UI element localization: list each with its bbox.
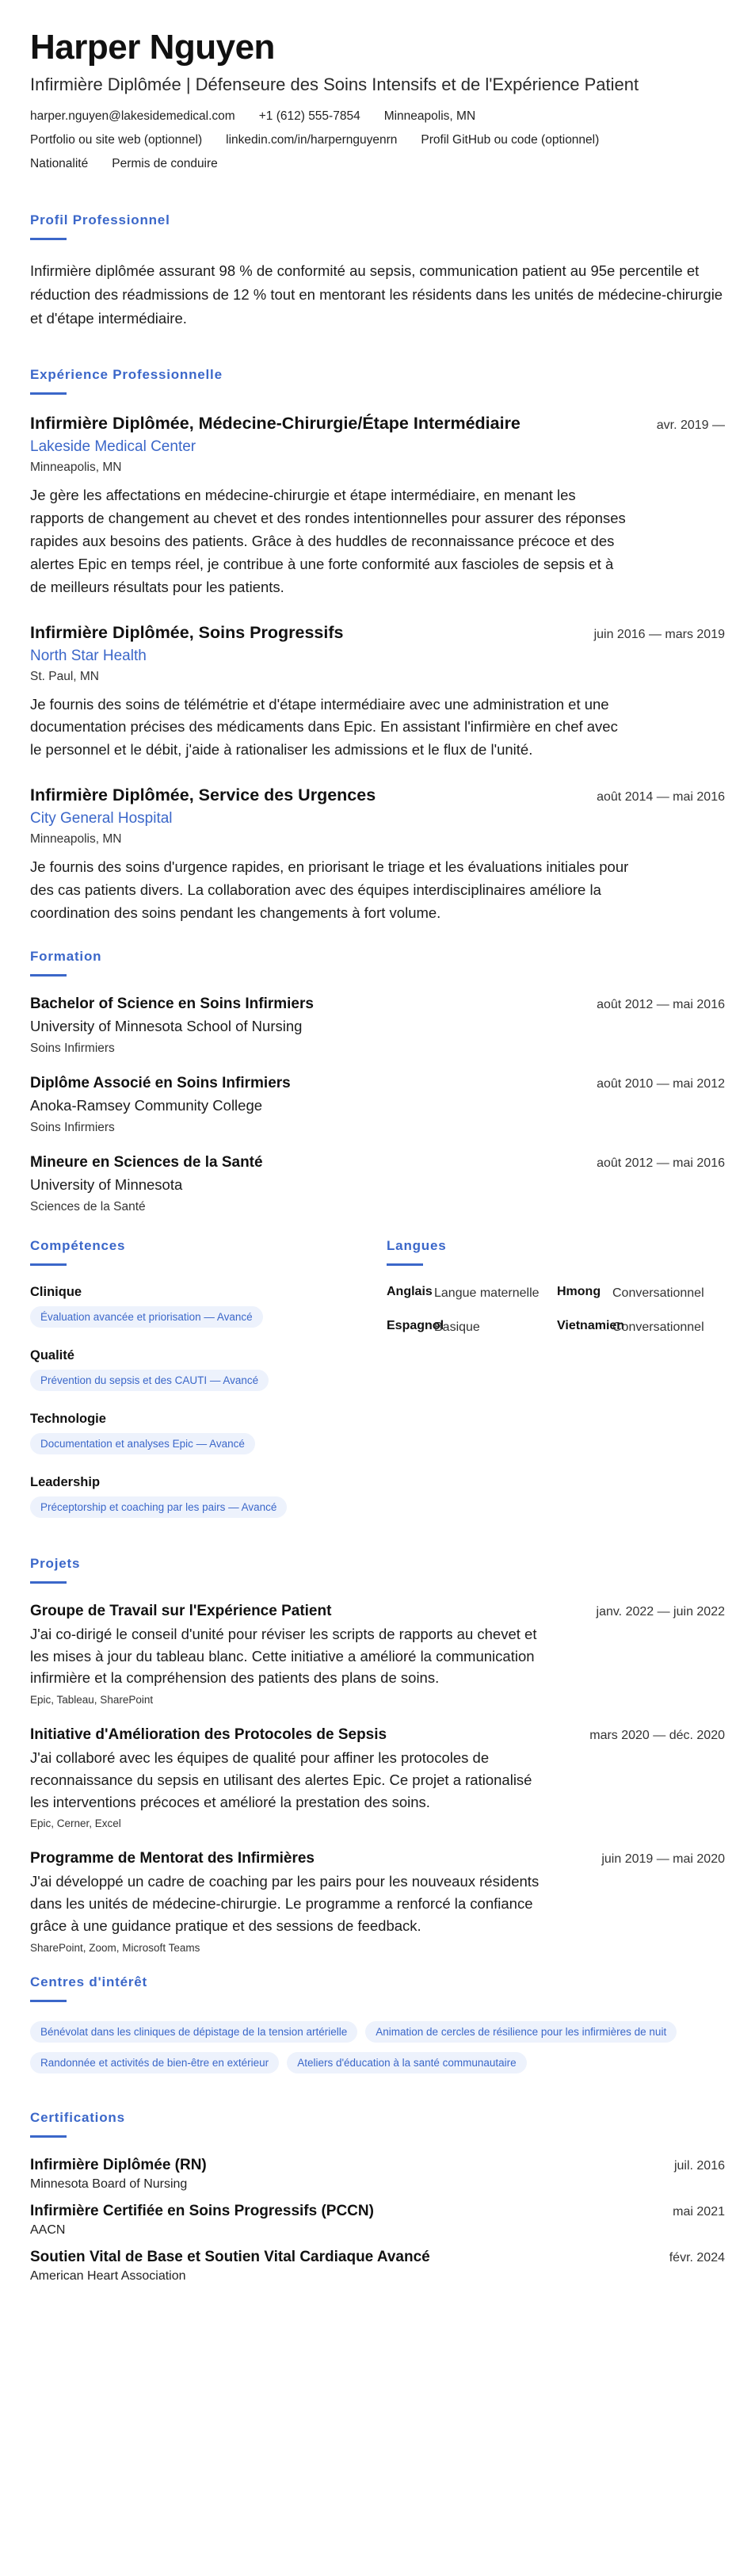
project-entry (30, 1726, 725, 1829)
job-description: Je fournis des soins d'urgence rapides, en priorisant le triage et les évaluations initiales pour des cas patients divers. La collaboration avec des équipes interdisciplinaires améliore la coordination des soins pendant les changements à fort volume. (30, 858, 629, 921)
project-entry (30, 1850, 725, 1953)
project-dates: janv. 2022 — juin 2022 (596, 1604, 725, 1619)
section-divider (30, 238, 67, 240)
skill-group (30, 1412, 387, 1454)
summary-text: Infirmière diplômée assurant 98 % de conformité au sepsis, communication patient au 95e percentile et réduction des réadmissions de 12 % tout en mentorant les résidents dans les unités de médecine-chirurgie et d'étape intermédiaire. (30, 262, 723, 327)
resume-header (30, 29, 725, 181)
location: Minneapolis, MN (383, 109, 476, 124)
nationality: Nationalité (30, 157, 89, 171)
portfolio-link[interactable]: Portfolio ou site web (optionnel) (30, 133, 203, 147)
section-title: Expérience Professionnelle (30, 367, 223, 383)
education-dates: août 2012 — mai 2016 (597, 997, 725, 1011)
certification-issuer: AACN (30, 2222, 66, 2237)
projects-section (30, 1556, 725, 1954)
language-level: Conversationnel (612, 1286, 704, 1300)
certification-date: févr. 2024 (669, 2250, 725, 2265)
language-name: Anglais (387, 1284, 433, 1298)
section-divider (30, 1263, 67, 1266)
section-title: Langues (387, 1237, 447, 1253)
project-description: J'ai collaboré avec les équipes de qualité pour affiner les protocoles de reconnaissance du sepsis en utilisant des alertes Epic. Ce projet a rationalisé les interventions précoces et amélioré la prestation des soins. (30, 1749, 532, 1810)
language-level: Conversationnel (612, 1320, 704, 1335)
email-link[interactable]: harper.nguyen@lakesidemedical.com (30, 109, 235, 124)
languages-section (387, 1238, 725, 1538)
degree: Mineure en Sciences de la Santé (30, 1153, 263, 1171)
job-title: Infirmière Diplômée, Service des Urgences (30, 785, 376, 805)
education-entry (30, 1075, 725, 1135)
certification-issuer: Minnesota Board of Nursing (30, 2177, 188, 2191)
field-of-study: Soins Infirmiers (30, 1120, 115, 1134)
language-name: Vietnamien (557, 1319, 625, 1333)
job-dates: juin 2016 — mars 2019 (593, 627, 725, 641)
phone-number[interactable]: +1 (612) 555-7854 (258, 109, 360, 124)
job-location: Minneapolis, MN (30, 832, 122, 847)
skills-section (30, 1238, 387, 1538)
interest-chip: Bénévolat dans les cliniques de dépistage de la tension artérielle (30, 2021, 357, 2043)
contact-row (30, 157, 725, 171)
certification-issuer: American Heart Association (30, 2268, 186, 2283)
skill-category: Leadership (30, 1474, 101, 1489)
candidate-name: Harper Nguyen (30, 28, 275, 67)
project-title: Initiative d'Amélioration des Protocoles de Sepsis (30, 1726, 387, 1743)
skill-chip: Préceptorship et coaching par les pairs — Avancé (30, 1496, 287, 1518)
education-entry (30, 996, 725, 1056)
job-company: Lakeside Medical Center (30, 438, 196, 456)
contact-row (30, 109, 725, 124)
skill-chip: Évaluation avancée et priorisation — Avancé (30, 1306, 263, 1328)
section-divider (30, 1581, 67, 1584)
interest-chip: Randonnée et activités de bien-être en extérieur (30, 2052, 279, 2073)
project-tech: Epic, Cerner, Excel (30, 1817, 121, 1830)
interest-chip: Animation de cercles de résilience pour les infirmières de nuit (365, 2021, 677, 2043)
linkedin-link[interactable]: linkedin.com/in/harpernguyenrn (226, 133, 398, 147)
skill-category: Clinique (30, 1284, 82, 1299)
skill-category: Technologie (30, 1411, 106, 1426)
section-title: Centres d'intérêt (30, 1974, 148, 1989)
certification-entry (30, 2249, 725, 2284)
degree: Bachelor of Science en Soins Infirmiers (30, 995, 314, 1012)
languages-grid (387, 1285, 725, 1336)
language-level: Basique (434, 1320, 480, 1335)
education-dates: août 2012 — mai 2016 (597, 1156, 725, 1170)
certification-name: Infirmière Diplômée (RN) (30, 2156, 207, 2173)
school: Anoka-Ramsey Community College (30, 1096, 263, 1114)
degree: Diplôme Associé en Soins Infirmiers (30, 1074, 291, 1091)
project-description: J'ai développé un cadre de coaching par les pairs pour les nouveaux résidents dans les unités de médecine-chirurgie. Le programme a renforcé la confiance grâce à une guidance pratique et des sessions de feedback. (30, 1873, 540, 1934)
certification-date: juil. 2016 (673, 2158, 725, 2173)
skill-group (30, 1475, 387, 1518)
job-company: City General Hospital (30, 810, 173, 827)
section-divider (30, 2135, 67, 2138)
section-title: Certifications (30, 2109, 125, 2125)
skill-chip: Documentation et analyses Epic — Avancé (30, 1433, 255, 1454)
experience-section (30, 367, 725, 924)
contact-row (30, 133, 725, 147)
certification-entry (30, 2203, 725, 2238)
job-entry (30, 623, 725, 762)
school: University of Minnesota School of Nursing (30, 1017, 303, 1034)
section-title: Projets (30, 1555, 81, 1571)
field-of-study: Soins Infirmiers (30, 1041, 115, 1055)
section-divider (30, 974, 67, 977)
section-divider (387, 1263, 423, 1266)
language-name: Hmong (557, 1284, 601, 1298)
job-dates: avr. 2019 — (656, 419, 725, 433)
project-title: Programme de Mentorat des Infirmières (30, 1850, 315, 1867)
skills-languages-row (30, 1238, 725, 1538)
section-divider (30, 2000, 67, 2002)
summary-section (30, 212, 725, 331)
job-company: North Star Health (30, 647, 147, 664)
section-title: Formation (30, 948, 102, 964)
language-level: Langue maternelle (434, 1286, 540, 1300)
job-location: Minneapolis, MN (30, 461, 122, 475)
driving-license: Permis de conduire (112, 157, 218, 171)
project-entry (30, 1603, 725, 1706)
certification-date: mai 2021 (673, 2204, 725, 2219)
section-title: Compétences (30, 1237, 126, 1253)
project-tech: SharePoint, Zoom, Microsoft Teams (30, 1941, 200, 1954)
section-title: Profil Professionnel (30, 212, 170, 228)
github-link[interactable]: Profil GitHub ou code (optionnel) (421, 133, 600, 147)
language-name: Espagnol (387, 1319, 444, 1333)
skill-group (30, 1285, 387, 1328)
project-dates: juin 2019 — mai 2020 (601, 1852, 725, 1867)
interest-chip: Ateliers d'éducation à la santé communautaire (287, 2052, 527, 2073)
job-dates: août 2014 — mai 2016 (597, 790, 725, 805)
project-tech: Epic, Tableau, SharePoint (30, 1694, 154, 1706)
job-entry (30, 785, 725, 925)
job-description: Je fournis des soins de télémétrie et d'étape intermédiaire avec une administration et une documentation précises des médicaments dans Epic. En assistant l'infirmière en chef avec le personnel et le débit, j'aide à rationaliser les admissions et le flux de l'unité. (30, 695, 618, 759)
certifications-section (30, 2110, 725, 2284)
certification-name: Infirmière Certifiée en Soins Progressifs (PCCN) (30, 2202, 374, 2219)
certification-entry (30, 2157, 725, 2192)
job-description: Je gère les affectations en médecine-chirurgie et étape intermédiaire, en menant les rapports de changement au chevet et des rondes intentionnelles pour assurer des réponses rapides aux besoins des patients. Grâce à des huddles de reconnaissance précoce et des alertes Epic en temps réel, je contribue à une forte conformité aux fascioles de sepsis et à de meilleurs résultats pour les patients. (30, 487, 626, 595)
education-dates: août 2010 — mai 2012 (597, 1076, 725, 1091)
job-title: Infirmière Diplômée, Médecine-Chirurgie/Étape Intermédiaire (30, 414, 520, 434)
interests-section (30, 1974, 725, 2083)
job-title: Infirmière Diplômée, Soins Progressifs (30, 622, 344, 642)
skill-category: Qualité (30, 1347, 74, 1363)
contact-block (30, 109, 725, 181)
education-entry (30, 1154, 725, 1214)
skill-group (30, 1348, 387, 1391)
certification-name: Soutien Vital de Base et Soutien Vital Cardiaque Avancé (30, 2248, 430, 2265)
school: University of Minnesota (30, 1175, 183, 1193)
candidate-headline: Infirmière Diplômée | Défenseure des Soins Intensifs et de l'Expérience Patient (30, 75, 639, 95)
section-divider (30, 392, 67, 395)
project-dates: mars 2020 — déc. 2020 (589, 1729, 725, 1742)
skill-chip: Prévention du sepsis et des CAUTI — Avancé (30, 1370, 269, 1391)
interests-list (30, 2021, 725, 2083)
education-section (30, 949, 725, 1214)
project-title: Groupe de Travail sur l'Expérience Patient (30, 1602, 332, 1619)
job-location: St. Paul, MN (30, 669, 99, 683)
field-of-study: Sciences de la Santé (30, 1199, 146, 1213)
project-description: J'ai co-dirigé le conseil d'unité pour réviser les scripts de rapports au chevet et les mises à jour du tableau blanc. Cette initiative a amélioré la communication infirmière et la compréhension des patients des plans de soins. (30, 1625, 537, 1687)
job-entry (30, 414, 725, 598)
